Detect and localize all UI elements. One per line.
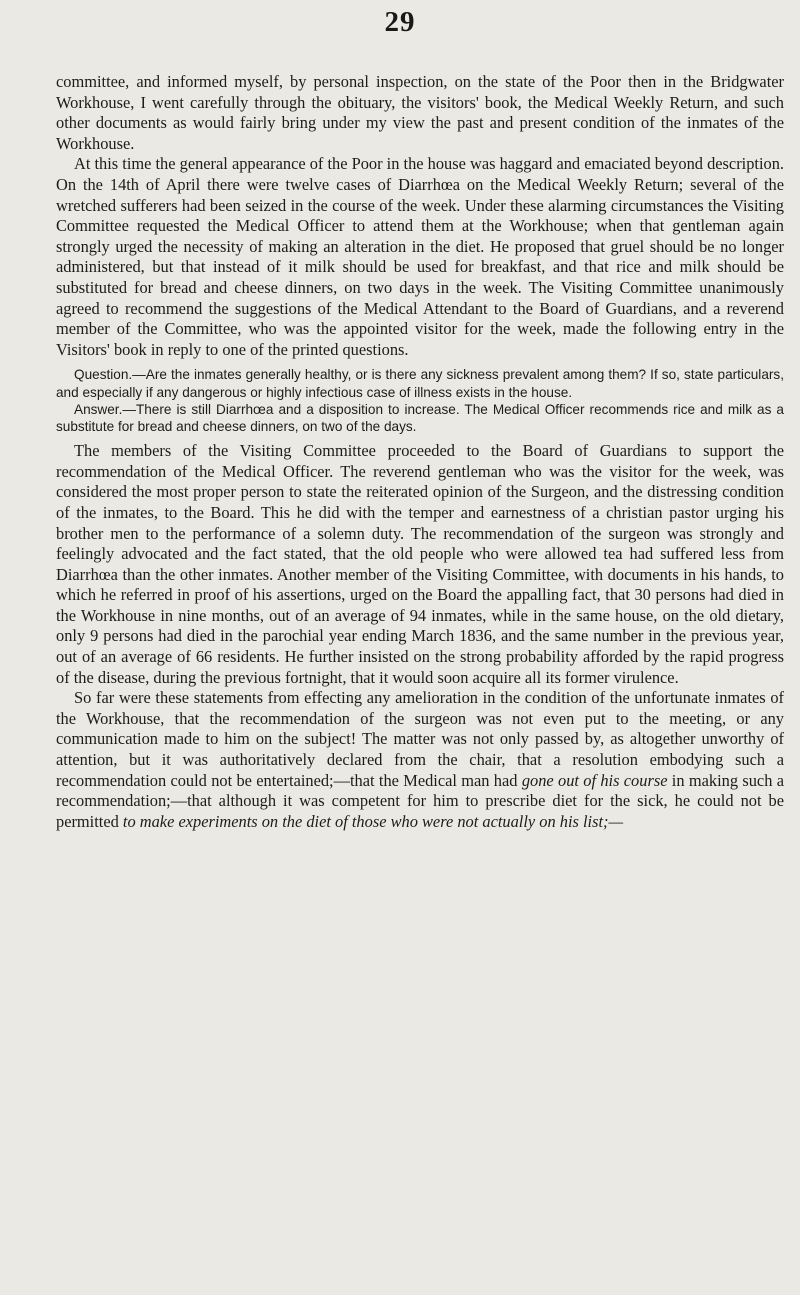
body-text <box>56 72 784 832</box>
paragraph-statements-start: So far were these statements from effecting any amelioration in the condition of the unfortunate inmates of the Workhouse, that the recommendation of the surgeon was not even put to the meeting, or any communication made to him on the subject! The matter was not only passed by, as altogether unworthy of attention, but it was authoritatively declared from the chair, that a resolution embodying such a recommendation could not be entertained;—that the Medical man had <box>56 688 784 790</box>
italic-phrase-gone-out: gone out of his course <box>521 770 668 790</box>
paragraph-committee-inspection: committee, and informed myself, by personal inspection, on the state of the Poor then in the Bridgwater Workhouse, I went carefully through the obituary, the visitors' book, the Medical Weekly Return, and such other documents as would fairly bring under my view the past and present condition of the inmates of the Workhouse. <box>56 72 784 153</box>
paragraph-haggard-poor: At this time the general appearance of the Poor in the house was haggard and emaciated beyond description. On the 14th of April there were twelve cases of Diarrhœa on the Medical Weekly Return; several of the wretched sufferers had been seized in the course of the week. Under these alarming circumstances the Visiting Committee requested the Medical Officer to attend them at the Workhouse; when that gentleman again strongly urged the necessity of making an alteration in the diet. He proposed that gruel should be no longer administered, but that instead of it milk should be used for breakfast, and that rice and milk should be substituted for bread and cheese dinners, on two days in the week. The Visiting Committee unanimously agreed to recommend the suggestions of the Medical Attendant to the Board of Guardians, and a reverend member of the Committee, who was the appointed visitor for the week, made the following entry in the Visitors' book in reply to one of the printed questions. <box>56 154 785 359</box>
italic-phrase-experiments: to make experiments on the diet of those who were not actually on his list;— <box>122 811 624 831</box>
visitors-book-answer: Answer.—There is still Diarrhœa and a disposition to increase. The Medical Officer recommends rice and milk as a substitute for bread and cheese dinners, on two of the days. <box>56 401 784 434</box>
page-number: 29 <box>384 6 416 38</box>
paragraph-statements-middle: in making such a recommendation;—that although it was competent for him to prescribe diet for the sick, he could not be permitted <box>56 770 785 831</box>
paragraph-statements <box>56 688 784 832</box>
visitors-book-question: Question.—Are the inmates generally healthy, or is there any sickness prevalent among them? If so, state particulars, and especially if any dangerous or highly infectious case of illness exists in the house. <box>56 367 784 400</box>
paragraph-board-of-guardians: The members of the Visiting Committee proceeded to the Board of Guardians to support the recommendation of the Medical Officer. The reverend gentleman who was the visitor for the week, was considered the most proper person to state the reiterated opinion of the Surgeon, and the distressing condition of the inmates, to the Board. This he did with the temper and earnestness of a christian pastor urging his brother men to the performance of a solemn duty. The recommendation of the surgeon was strongly and feelingly advocated and the fact stated, that the old people who were allowed tea had suffered less from Diarrhœa than the other inmates. Another member of the Visiting Committee, with documents in his hands, to which he referred in proof of his assertions, urged on the Board the appalling fact, that 30 persons had died in the Workhouse in nine months, out of an average of 94 inmates, while in the same house, on the old dietary, only 9 persons had died in the parochial year ending March 1836, and the same number in the previous year, out of an average of 66 residents. He further insisted on the strong probability afforded by the rapid progress of the disease, during the previous fortnight, that it would soon acquire all its former virulence. <box>56 441 784 687</box>
visitors-book-entry <box>56 366 784 435</box>
